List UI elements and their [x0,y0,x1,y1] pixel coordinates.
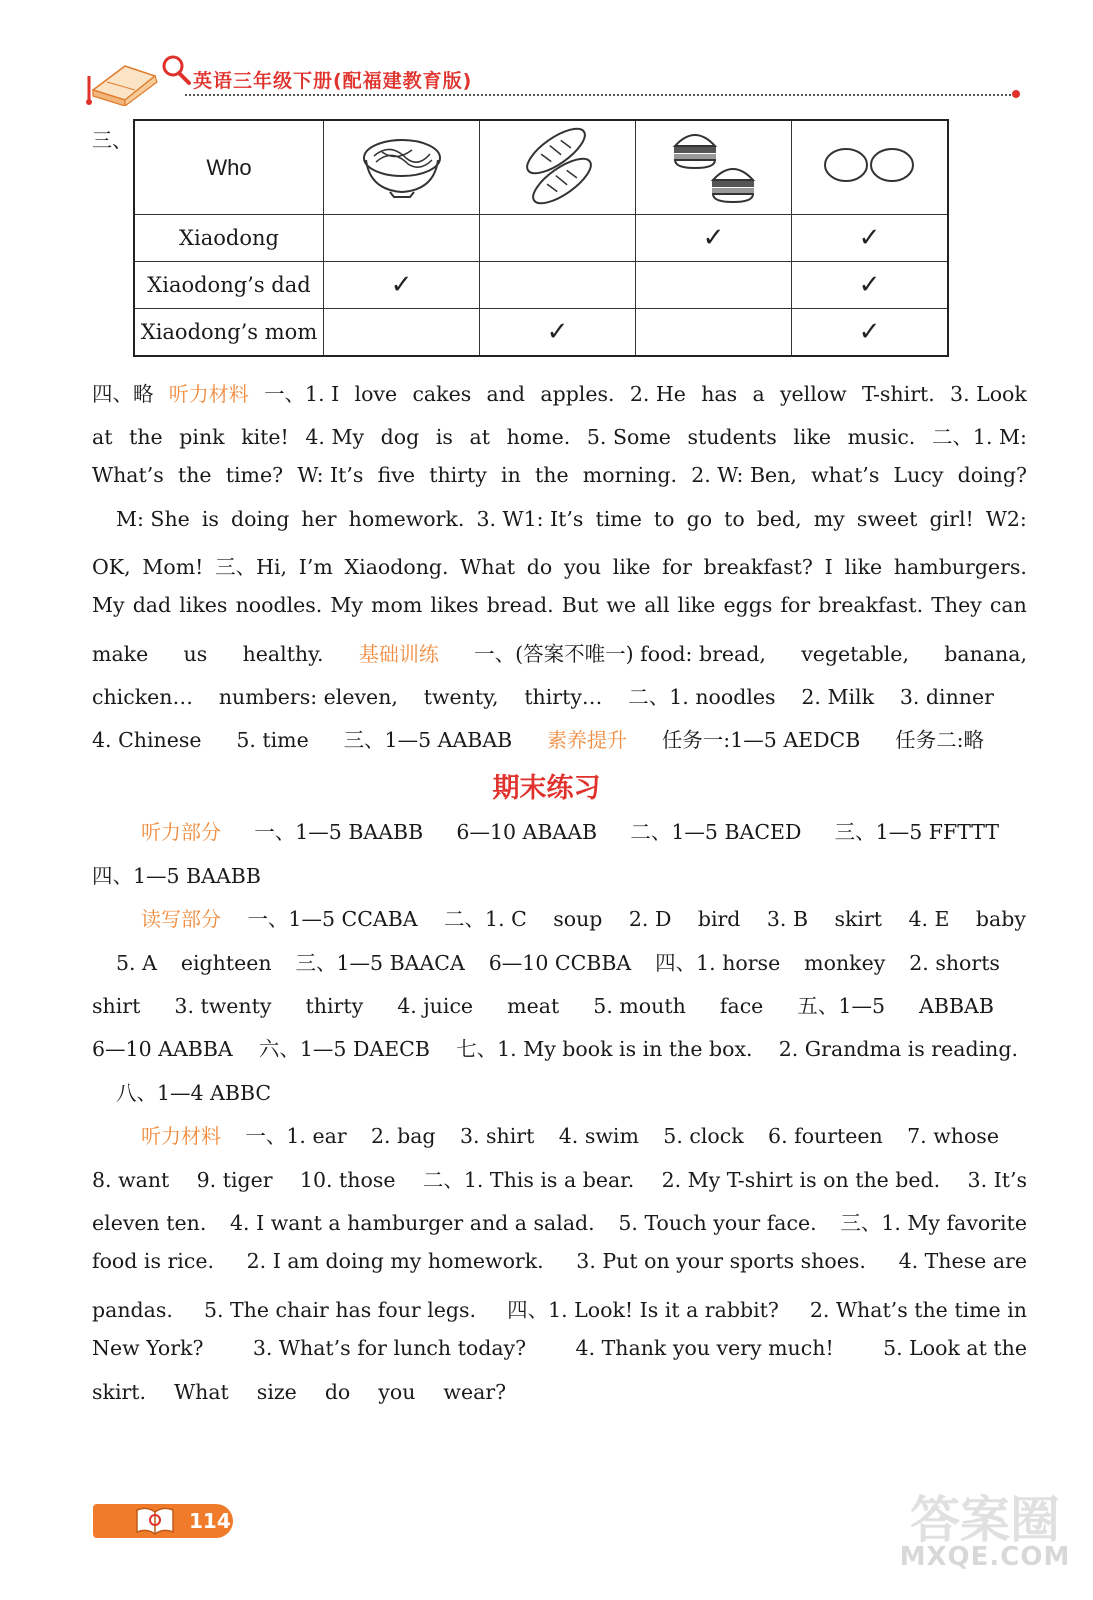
section-label: 素养提升 [547,728,628,752]
answer-text: T-shirt. [861,382,935,406]
answer-text: eleven ten. [92,1211,207,1235]
row-name: Xiaodong’s mom [134,309,324,357]
answer-text: 三、1—5 AABAB [343,728,513,752]
answer-text: 3. Put on your sports shoes. [576,1249,866,1273]
section-label: 听力材料 [141,1124,221,1148]
answer-text: her [301,507,337,531]
answer-text: yellow [779,382,847,406]
answer-text: is [201,507,219,531]
answer-text: dad [132,593,172,617]
answer-text: 2. Milk [801,685,874,709]
section-label: 读写部分 [141,907,221,931]
text-line [116,946,1000,976]
check-icon: ✓ [702,223,725,253]
answer-text: 二、1. M: [931,425,1027,449]
answer-text: like [677,593,716,617]
answer-text: like [844,555,883,579]
answer-text: 六、1—5 DAECB [258,1037,430,1061]
answer-text: 3. It’s [967,1168,1027,1192]
text-line [92,550,1027,580]
check-cell [324,262,480,309]
answer-text: 三、Hi, [215,555,288,579]
watermark-text: MXQE.COM [899,1542,1071,1572]
answer-text: 5. Some [586,425,671,449]
answer-text: 2. W: Ben, [691,463,797,487]
page-header [85,40,1025,110]
answer-text: 2. bag [371,1124,436,1148]
answer-text: 2. My T-shirt is on the bed. [661,1168,941,1192]
answer-text: five [377,463,416,487]
answer-text: 3. What’s for lunch today? [252,1336,527,1360]
answer-text: for [780,593,811,617]
answer-text: music. [847,425,916,449]
check-cell [480,262,636,309]
answer-text: 4. Chinese [92,728,202,752]
text-line [92,1336,1027,1360]
answer-text: for [662,555,692,579]
hamburger-header [636,120,792,215]
answer-text: 6. fourteen [768,1124,883,1148]
answer-text: mom [371,593,423,617]
answer-text: do [526,555,553,579]
answer-text: pink [179,425,225,449]
answer-text: bed, [756,507,802,531]
section-label: 基础训练 [358,642,439,666]
answer-text: thirty… [524,685,603,709]
answer-text: chicken… [92,685,193,709]
text-line [141,815,999,845]
answer-text: pandas. [92,1298,173,1322]
text-line [92,637,1027,667]
answer-text: hamburgers. [893,555,1027,579]
text-line [92,1380,1027,1404]
answer-text: breakfast. [818,593,924,617]
text-line [116,1076,1051,1106]
answer-text: 二、1—5 BACED [630,820,802,844]
answer-text: likes [430,593,479,617]
text-line [92,989,994,1019]
text-line [92,463,1027,487]
section-label: 听力部分 [141,820,221,844]
answer-text: like [612,555,651,579]
answer-text: 一、1. I [264,382,340,406]
answer-text: all [644,593,670,617]
bread-header [480,120,636,215]
answer-text: my [813,507,845,531]
text-line [92,680,994,710]
check-icon: ✓ [858,270,881,300]
answer-text: size [256,1380,297,1404]
check-icon: ✓ [390,270,413,300]
answer-text: I [824,555,833,579]
answer-text: M: She [116,507,190,531]
answer-text: go [686,507,713,531]
answer-text: sweet [856,507,918,531]
answer-text: 4. My [305,425,365,449]
table-header-row [134,120,948,215]
answer-text: 三、1—5 BAACA [295,951,465,975]
answer-text: 三、1—5 FFTTT [834,820,999,844]
answer-text: 8. want [92,1168,170,1192]
answer-text: baby [975,907,1026,931]
answer-text: face [719,994,764,1018]
answer-text: do [324,1380,351,1404]
answer-text: 2. What’s the time in [809,1298,1027,1322]
text-line [92,377,1027,407]
answer-text: They [931,593,982,617]
answer-text: apples. [540,382,615,406]
answer-text: 5. A [116,951,157,975]
check-cell [324,215,480,262]
page-number-badge [93,1504,233,1538]
check-cell [480,215,636,262]
answer-text: 10. those [299,1168,396,1192]
answer-text: 3. Look [950,382,1027,406]
answer-text: 2. I am doing my homework. [246,1249,544,1273]
answer-text: 5. Touch your face. [618,1211,817,1235]
text-line [92,1249,1027,1273]
text-line [92,420,1027,450]
hamburger-icon [669,124,759,206]
answer-text: at [92,425,113,449]
section-label: 听力材料 [168,382,249,406]
answer-text: 五、1—5 [797,994,886,1018]
answer-text: bird [697,907,741,931]
who-header: Who [134,120,324,215]
answer-text: students [687,425,777,449]
answer-text: 3. W1: It’s [476,507,584,531]
check-cell [792,309,949,357]
eggs-header [792,120,949,215]
check-cell [636,215,792,262]
answer-text: W: It’s [297,463,364,487]
answer-text: 4. I want a hamburger and a salad. [230,1211,595,1235]
answer-text: 4. These are [898,1249,1027,1273]
answer-text: dog [380,425,420,449]
answer-text: 5. The chair has four legs. [203,1298,477,1322]
answer-text: 6—10 ABAAB [456,820,598,844]
answer-text: 2. D [628,907,672,931]
answer-text: I’m [298,555,333,579]
answer-text: healthy. [242,642,324,666]
answer-text: is [435,425,453,449]
row-name: Xiaodong’s dad [134,262,324,309]
check-icon: ✓ [858,223,881,253]
answer-text: 2. shorts [909,951,1000,975]
book-title: 英语三年级下册(配福建教育版) [193,70,473,92]
answer-text: What’s [92,463,164,487]
answer-text: wear? [443,1380,507,1404]
answer-text: has [701,382,738,406]
answer-text: 四、略 [92,382,154,406]
answer-text: likes [179,593,228,617]
answer-text: 3. dinner [899,685,994,709]
answer-text: What [460,555,516,579]
answer-text: thirty [305,994,364,1018]
answer-text: food is rice. [92,1249,214,1273]
answer-text: 一、1—5 CCABA [247,907,418,931]
answer-text: banana, [944,642,1027,666]
bread-icon [516,125,600,205]
watermark-logo: 答案圈 [910,1491,1060,1549]
answer-text: 二、1. noodles [628,685,776,709]
table-row [134,309,948,357]
answer-text: girl! [929,507,974,531]
answer-text: soup [553,907,603,931]
answer-text: 4. E [908,907,950,931]
answer-text: 一、1—5 BAABB [254,820,424,844]
text-line [92,1163,1027,1193]
answer-text: you [378,1380,416,1404]
answer-text: skirt. [92,1380,147,1404]
text-line [92,1032,1018,1062]
answer-text: thirty [429,463,487,487]
text-line [92,1206,1027,1236]
answer-text: 四、1—5 BAABB [92,864,261,888]
answer-text: morning. [582,463,677,487]
answer-text: 一、(答案不唯一) food: bread, [474,642,766,666]
answer-text: breakfast? [703,555,813,579]
answer-text: 八、1—4 ABBC [116,1081,272,1105]
answer-text: ABBAB [919,994,994,1018]
answer-text: homework. [348,507,465,531]
answer-text: 7. whose [907,1124,999,1148]
answer-text: the [177,463,212,487]
answer-text: 七、1. My book is in the box. [456,1037,753,1061]
answer-text: Lucy [893,463,944,487]
breakfast-table [133,119,949,357]
answer-text: vegetable, [801,642,909,666]
answer-text: what’s [811,463,880,487]
answer-text: us [183,642,208,666]
answer-text: 2. Grandma is reading. [778,1037,1018,1061]
check-icon: ✓ [546,317,569,347]
table-row [134,262,948,309]
answer-text: 3. shirt [459,1124,535,1148]
book-magnifier-logo-icon [85,46,195,106]
answer-text: 5. mouth [593,994,686,1018]
answer-text: 4. swim [558,1124,639,1148]
answer-text: the [129,425,163,449]
answer-text: monkey [804,951,886,975]
answer-text: 四、1. Look! Is it a rabbit? [507,1298,779,1322]
answer-text: W2: [985,507,1027,531]
text-line [92,723,984,753]
answer-text: cakes [412,382,472,406]
answer-text: 9. tiger [196,1168,273,1192]
check-icon: ✓ [858,317,881,347]
answer-text: 一、1. ear [245,1124,347,1148]
answer-text: But [561,593,599,617]
header-dot [1012,90,1020,98]
answer-text: Xiaodong. [344,555,449,579]
answer-text: numbers: eleven, [218,685,398,709]
answer-text: Mom! [142,555,204,579]
answer-text: 5. Look at the [883,1336,1027,1360]
watermark [895,1480,1075,1590]
answer-text: and [486,382,526,406]
check-cell [324,309,480,357]
answer-text: 3. twenty [174,994,272,1018]
check-cell [480,309,636,357]
answer-text: can [989,593,1027,617]
row-name: Xiaodong [134,215,324,262]
text-line [141,1119,999,1149]
answer-text: New York? [92,1336,204,1360]
answer-text: 6—10 CCBBA [488,951,632,975]
answer-text: 3. B [766,907,809,931]
check-cell [792,215,949,262]
answer-text: you [563,555,602,579]
answer-text: 5. clock [663,1124,744,1148]
answer-text: time? [225,463,284,487]
answer-text: 2. He [629,382,686,406]
answer-text: to [724,507,745,531]
answer-text: make [92,642,149,666]
answer-text: kite! [241,425,289,449]
answer-text: 任务二:略 [895,728,984,752]
answer-text: eighteen [180,951,272,975]
answer-text: twenty, [423,685,499,709]
answer-text: skirt [834,907,882,931]
book-icon [133,1506,177,1536]
answer-text: 任务一:1—5 AEDCB [661,728,861,752]
answer-text: shirt [92,994,141,1018]
answer-text: love [354,382,398,406]
answer-text: 5. time [236,728,309,752]
answer-text: in [501,463,521,487]
answer-text: doing [231,507,290,531]
answer-text: doing? [957,463,1027,487]
check-cell [636,309,792,357]
answer-text: to [653,507,675,531]
check-cell [792,262,949,309]
answer-text: 二、1. This is a bear. [422,1168,635,1192]
answer-text: 6—10 AABBA [92,1037,233,1061]
header-divider [185,94,1015,96]
page-number: 114 [189,1509,231,1533]
answer-text: 四、1. horse [655,951,781,975]
eggs-icon [822,145,918,185]
final-exercise-title: 期末练习 [492,773,601,804]
answer-text: What [174,1380,229,1404]
noodles-header [324,120,480,215]
noodles-icon [360,132,444,198]
text-line [141,902,1026,932]
text-line [92,593,1027,617]
answer-text: we [606,593,637,617]
answer-text: 二、1. C [444,907,527,931]
answer-text: meat [507,994,560,1018]
check-cell [636,262,792,309]
answer-text: 三、1. My favorite [840,1211,1027,1235]
answer-text: 4. Thank you very much! [575,1336,834,1360]
table-row [134,215,948,262]
answer-text: at [469,425,491,449]
answer-text: the [535,463,569,487]
answer-text: bread. [486,593,554,617]
answer-text: home. [506,425,571,449]
answer-text: time [595,507,642,531]
answer-text: a [752,382,765,406]
answer-text: My [92,593,125,617]
answer-text: eggs [723,593,773,617]
answer-text: like [793,425,831,449]
text-line [92,859,1027,889]
answer-text: noodles. [235,593,323,617]
answer-text: OK, [92,555,131,579]
text-line [92,1293,1027,1323]
text-line [116,507,1027,531]
table-section-number: 三、 [92,128,132,152]
answer-text: My [330,593,363,617]
answer-text: 4. juice [397,994,474,1018]
